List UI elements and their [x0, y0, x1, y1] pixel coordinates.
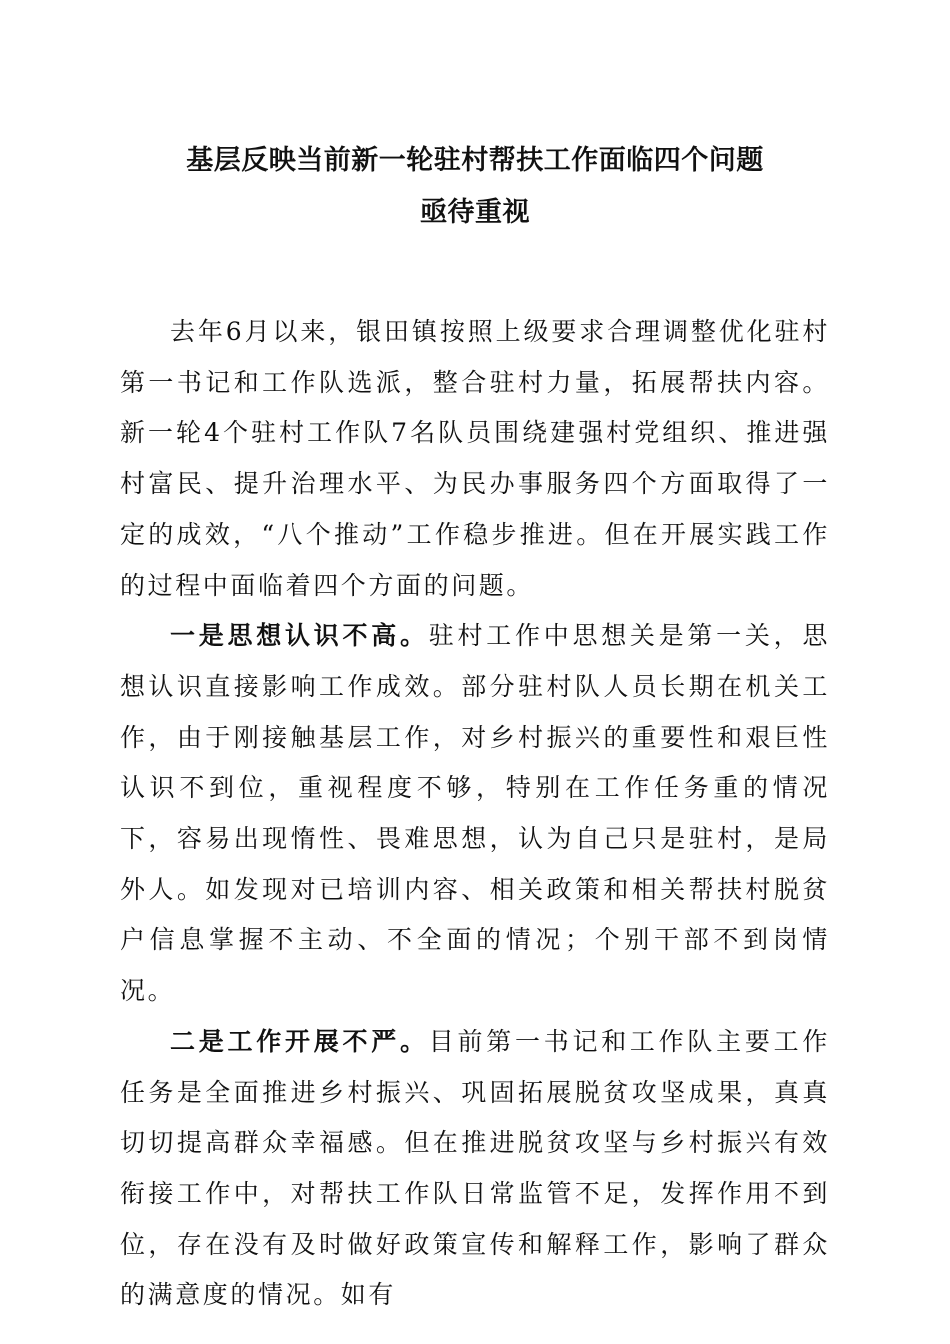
paragraph-problem-1	[120, 611, 830, 1017]
paragraph-problem-1-text: 驻村工作中思想关是第一关，思想认识直接影响工作成效。部分驻村队人员长期在机关工作，由于刚接触基层工作，对乡村振兴的重要性和艰巨性认识不到位，重视程度不够，特别在工作任务重的情况下，容易出现惰性、畏难思想，认为自己只是驻村，是局外人。如发现对已培训内容、相关政策和相关帮扶村脱贫户信息掌握不主动、不全面的情况；个别干部不到岗情况。	[120, 621, 831, 1006]
document-body	[120, 307, 830, 1321]
document-title-line-1: 基层反映当前新一轮驻村帮扶工作面临四个问题	[186, 145, 764, 176]
paragraph-problem-2-heading: 二是工作开展不严。	[170, 1026, 429, 1056]
document-title-line-2: 亟待重视	[420, 197, 530, 228]
paragraph-intro	[120, 307, 830, 611]
paragraph-problem-2	[120, 1017, 830, 1321]
paragraph-problem-2-text: 目前第一书记和工作队主要工作任务是全面推进乡村振兴、巩固拓展脱贫攻坚成果，真真切切提高群众幸福感。但在推进脱贫攻坚与乡村振兴有效衔接工作中，对帮扶工作队日常监管不足，发挥作用不到位，存在没有及时做好政策宣传和解释工作，影响了群众的满意度的情况。如有	[120, 1026, 831, 1310]
paragraph-problem-1-heading: 一是思想认识不高。	[170, 621, 429, 651]
paragraph-intro-text: 去年6月以来，银田镇按照上级要求合理调整优化驻村第一书记和工作队选派，整合驻村力量，拓展帮扶内容。新一轮4个驻村工作队7名队员围绕建强村党组织、推进强村富民、提升治理水平、为民办事服务四个方面取得了一定的成效，“八个推动”工作稳步推进。但在开展实践工作的过程中面临着四个方面的问题。	[120, 317, 830, 600]
